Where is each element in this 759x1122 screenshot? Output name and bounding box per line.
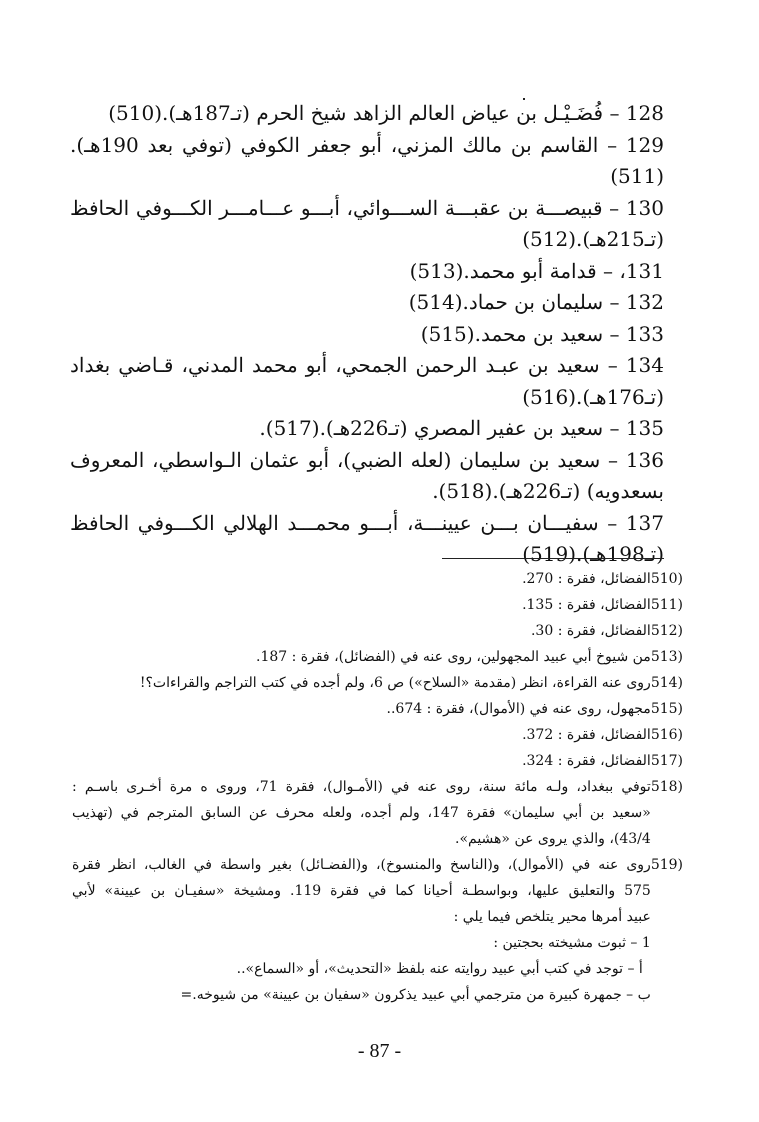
entry-line: 137 – سفيـــان بـــن عيينـــة، أبـــو محمـــد الهلالي الكـــوفي الحافظ (70, 510, 664, 535)
footnote-line: ب – جمهرة كبيرة من مترجمي أبي عبيد يذكرون «سفيان بن عيينة» من شيوخه.= (180, 987, 651, 1003)
entry-131 (70, 256, 664, 288)
entry-line: 132 – سليمان بن حماد.(514) (408, 290, 664, 314)
footnote-line: 575 والتعليق عليها، وبواسطـة أحيانا كما في فقرة 119. ومشيخة «سفيـان بن عيينة» لأبي (72, 883, 651, 899)
footnote-line: من شيوخ أبي عبيد المجهولين، روى عنه في (الفضائل)، فقرة : 187. (255, 649, 651, 665)
entry-128 (70, 98, 664, 130)
entry-line: 130 – قبيصـــة بن عقبـــة الســـوائي، أبـــو عـــامـــر الكـــوفي الحافظ (70, 195, 664, 220)
entry-130 (70, 193, 664, 256)
footnote-divider (442, 558, 664, 559)
footnote-number: 512) (650, 623, 683, 639)
footnote-number: 514) (650, 675, 683, 691)
entry-133 (70, 319, 664, 351)
footnote-number: 518) (650, 779, 683, 795)
page-number: - 87 - (357, 1040, 402, 1062)
entry-134 (70, 350, 664, 413)
entry-132 (70, 287, 664, 319)
footnote-510 (72, 566, 683, 592)
entry-129 (70, 130, 664, 193)
footnote-line: 1 – ثبوت مشيخته بحجتين : (493, 935, 651, 951)
footnote-number: 513) (650, 649, 683, 665)
footnote-number: 517) (650, 753, 683, 769)
entry-line: 129 – القاسم بن مالك المزني، أبو جعفر الكوفي (توفي بعد 190هـ).(511) (70, 132, 664, 188)
entry-line: 134 – سعيد بن عبـد الرحمن الجمحي، أبو محمد المدني، قـاضي بغداد (70, 353, 664, 377)
main-text (70, 98, 664, 571)
entry-line: 133 – سعيد بن محمد.(515) (420, 321, 664, 346)
entry-line: 135 – سعيد بن عفير المصري (تـ226هـ).(517). (259, 416, 664, 440)
footnote-line: أ – توجد في كتب أبي عبيد روايته عنه بلفظ «التحديث»، أو «السماع».. (236, 961, 643, 977)
entry-line: (تـ198هـ).(519) (522, 542, 664, 566)
footnote-line: الفضائل، فقرة : 372. (522, 727, 651, 743)
entry-137 (70, 508, 664, 571)
footnote-line: توفي ببغداد، ولـه مائة سنة، روى عنه في (الأمـوال)، فقرة 71، وروى ه مرة أخـرى باسـم : (72, 779, 651, 795)
footnote-number: 515) (650, 701, 683, 717)
footnote-513 (72, 644, 683, 670)
footnote-line: الفضائل، فقرة : 324. (522, 753, 651, 769)
footnote-line: روى عنه في (الأموال)، و(الناسخ والمنسوخ)، و(الفضـائل) بغير واسطة في الغالب، انظر فقرة (72, 857, 651, 873)
footnotes (72, 566, 683, 1008)
entry-line: 136 – سعيد بن سليمان (لعله الضبي)، أبو عثمان الـواسطي، المعروف (70, 447, 664, 472)
entry-line: 131، – قدامة أبو محمد.(513) (409, 258, 664, 283)
footnote-512 (72, 618, 683, 644)
entry-136 (70, 445, 664, 508)
footnote-516 (72, 722, 683, 748)
entry-line: 128 – فُضَـيْـل بن عياض العالم الزاهد شيخ الحرم (تـ187هـ).(510) (108, 101, 664, 125)
footnote-518 (72, 774, 683, 852)
footnote-line: مجهول، روى عنه في (الأموال)، فقرة : 674.. (386, 701, 651, 717)
footnote-515 (72, 696, 683, 722)
footnote-line: الفضائل، فقرة : 135. (522, 597, 651, 613)
footnote-519 (72, 852, 683, 1008)
footnote-line: الفضائل، فقرة : 30. (530, 623, 651, 639)
footnote-511 (72, 592, 683, 618)
footnote-514 (72, 670, 683, 696)
footnote-line: 43/4)، والذي يروى عن «هشيم». (455, 831, 651, 847)
entry-line: (تـ215هـ).(512) (522, 227, 664, 251)
footnote-number: 510) (650, 571, 683, 587)
entry-line: (تـ176هـ).(516) (522, 384, 664, 409)
footnote-number: 516) (650, 727, 683, 743)
footnote-517 (72, 748, 683, 774)
footnote-number: 511) (650, 597, 683, 613)
footnote-line: الفضائل، فقرة : 270. (522, 571, 651, 587)
footnote-line: «سعيد بن أبي سليمان» فقرة 147، ولم أجده، ولعله محرف عن السابق المترجم في (تهذيب (72, 805, 651, 821)
footnote-line: عبيد أمرها محير يتلخص فيما يلي : (453, 909, 651, 925)
entry-line: بسعدويه) (تـ226هـ).(518). (432, 479, 664, 503)
entry-135 (70, 413, 664, 445)
footnote-number: 519) (650, 857, 683, 873)
footnote-line: روى عنه القراءة، انظر (مقدمة «السلاح») ص 6، ولم أجده في كتب التراجم والقراءات؟! (139, 675, 651, 691)
